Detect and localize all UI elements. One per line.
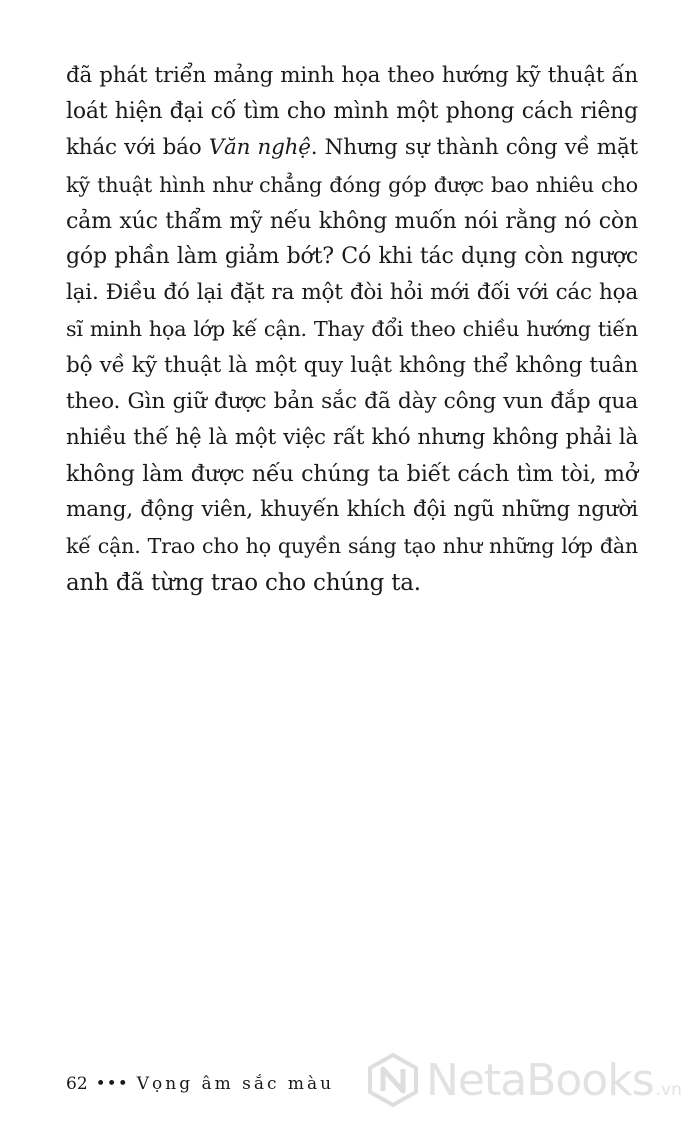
text-line bbox=[66, 130, 638, 166]
text-line: mang, động viên, khuyến khích đội ngũ những người bbox=[66, 497, 638, 523]
text-line-end: . Nhưng sự thành công về mặt bbox=[310, 135, 638, 161]
text-line: theo. Gìn giữ được bản sắc đã dày công vun đắp qua bbox=[66, 388, 638, 414]
text-line: kỹ thuật hình như chẳng đóng góp được bao nhiêu cho bbox=[66, 172, 638, 197]
text-line: bộ về kỹ thuật là một quy luật không thể không tuân bbox=[66, 352, 638, 378]
text-line-last: anh đã từng trao cho chúng ta. bbox=[66, 569, 421, 596]
page-number: 62 bbox=[66, 1074, 88, 1094]
text-line-start: khác với báo bbox=[66, 135, 209, 161]
footer-separator: ••• bbox=[95, 1074, 129, 1094]
text-line: góp phần làm giảm bớt? Có khi tác dụng còn ngược bbox=[66, 243, 638, 269]
text-line: cảm xúc thẩm mỹ nếu không muốn nói rằng nó còn bbox=[66, 207, 638, 234]
watermark-suffix: .vn bbox=[655, 1080, 682, 1100]
text-line: lại. Điều đó lại đặt ra một đòi hỏi mới đối với các họa bbox=[66, 280, 638, 306]
page-footer bbox=[66, 1074, 334, 1094]
text-line: nhiều thế hệ là một việc rất khó nhưng không phải là bbox=[66, 424, 638, 450]
text-line: kế cận. Trao cho họ quyền sáng tạo như những lớp đàn bbox=[66, 534, 638, 559]
book-title: Vọng âm sắc màu bbox=[136, 1074, 335, 1094]
newspaper-title: Văn nghệ bbox=[208, 135, 311, 161]
text-line: sĩ minh họa lớp kế cận. Thay đổi theo chiều hướng tiến bbox=[66, 317, 638, 342]
watermark bbox=[366, 1050, 682, 1110]
text-line: loát hiện đại cố tìm cho mình một phong cách riêng bbox=[66, 99, 638, 125]
text-line: đã phát triển mảng minh họa theo hướng kỹ thuật ấn bbox=[66, 63, 638, 88]
netabooks-logo-icon bbox=[366, 1053, 420, 1107]
body-text bbox=[66, 58, 638, 601]
text-line: không làm được nếu chúng ta biết cách tìm tòi, mở bbox=[66, 461, 638, 488]
watermark-brand: NetaBooks bbox=[426, 1054, 654, 1106]
